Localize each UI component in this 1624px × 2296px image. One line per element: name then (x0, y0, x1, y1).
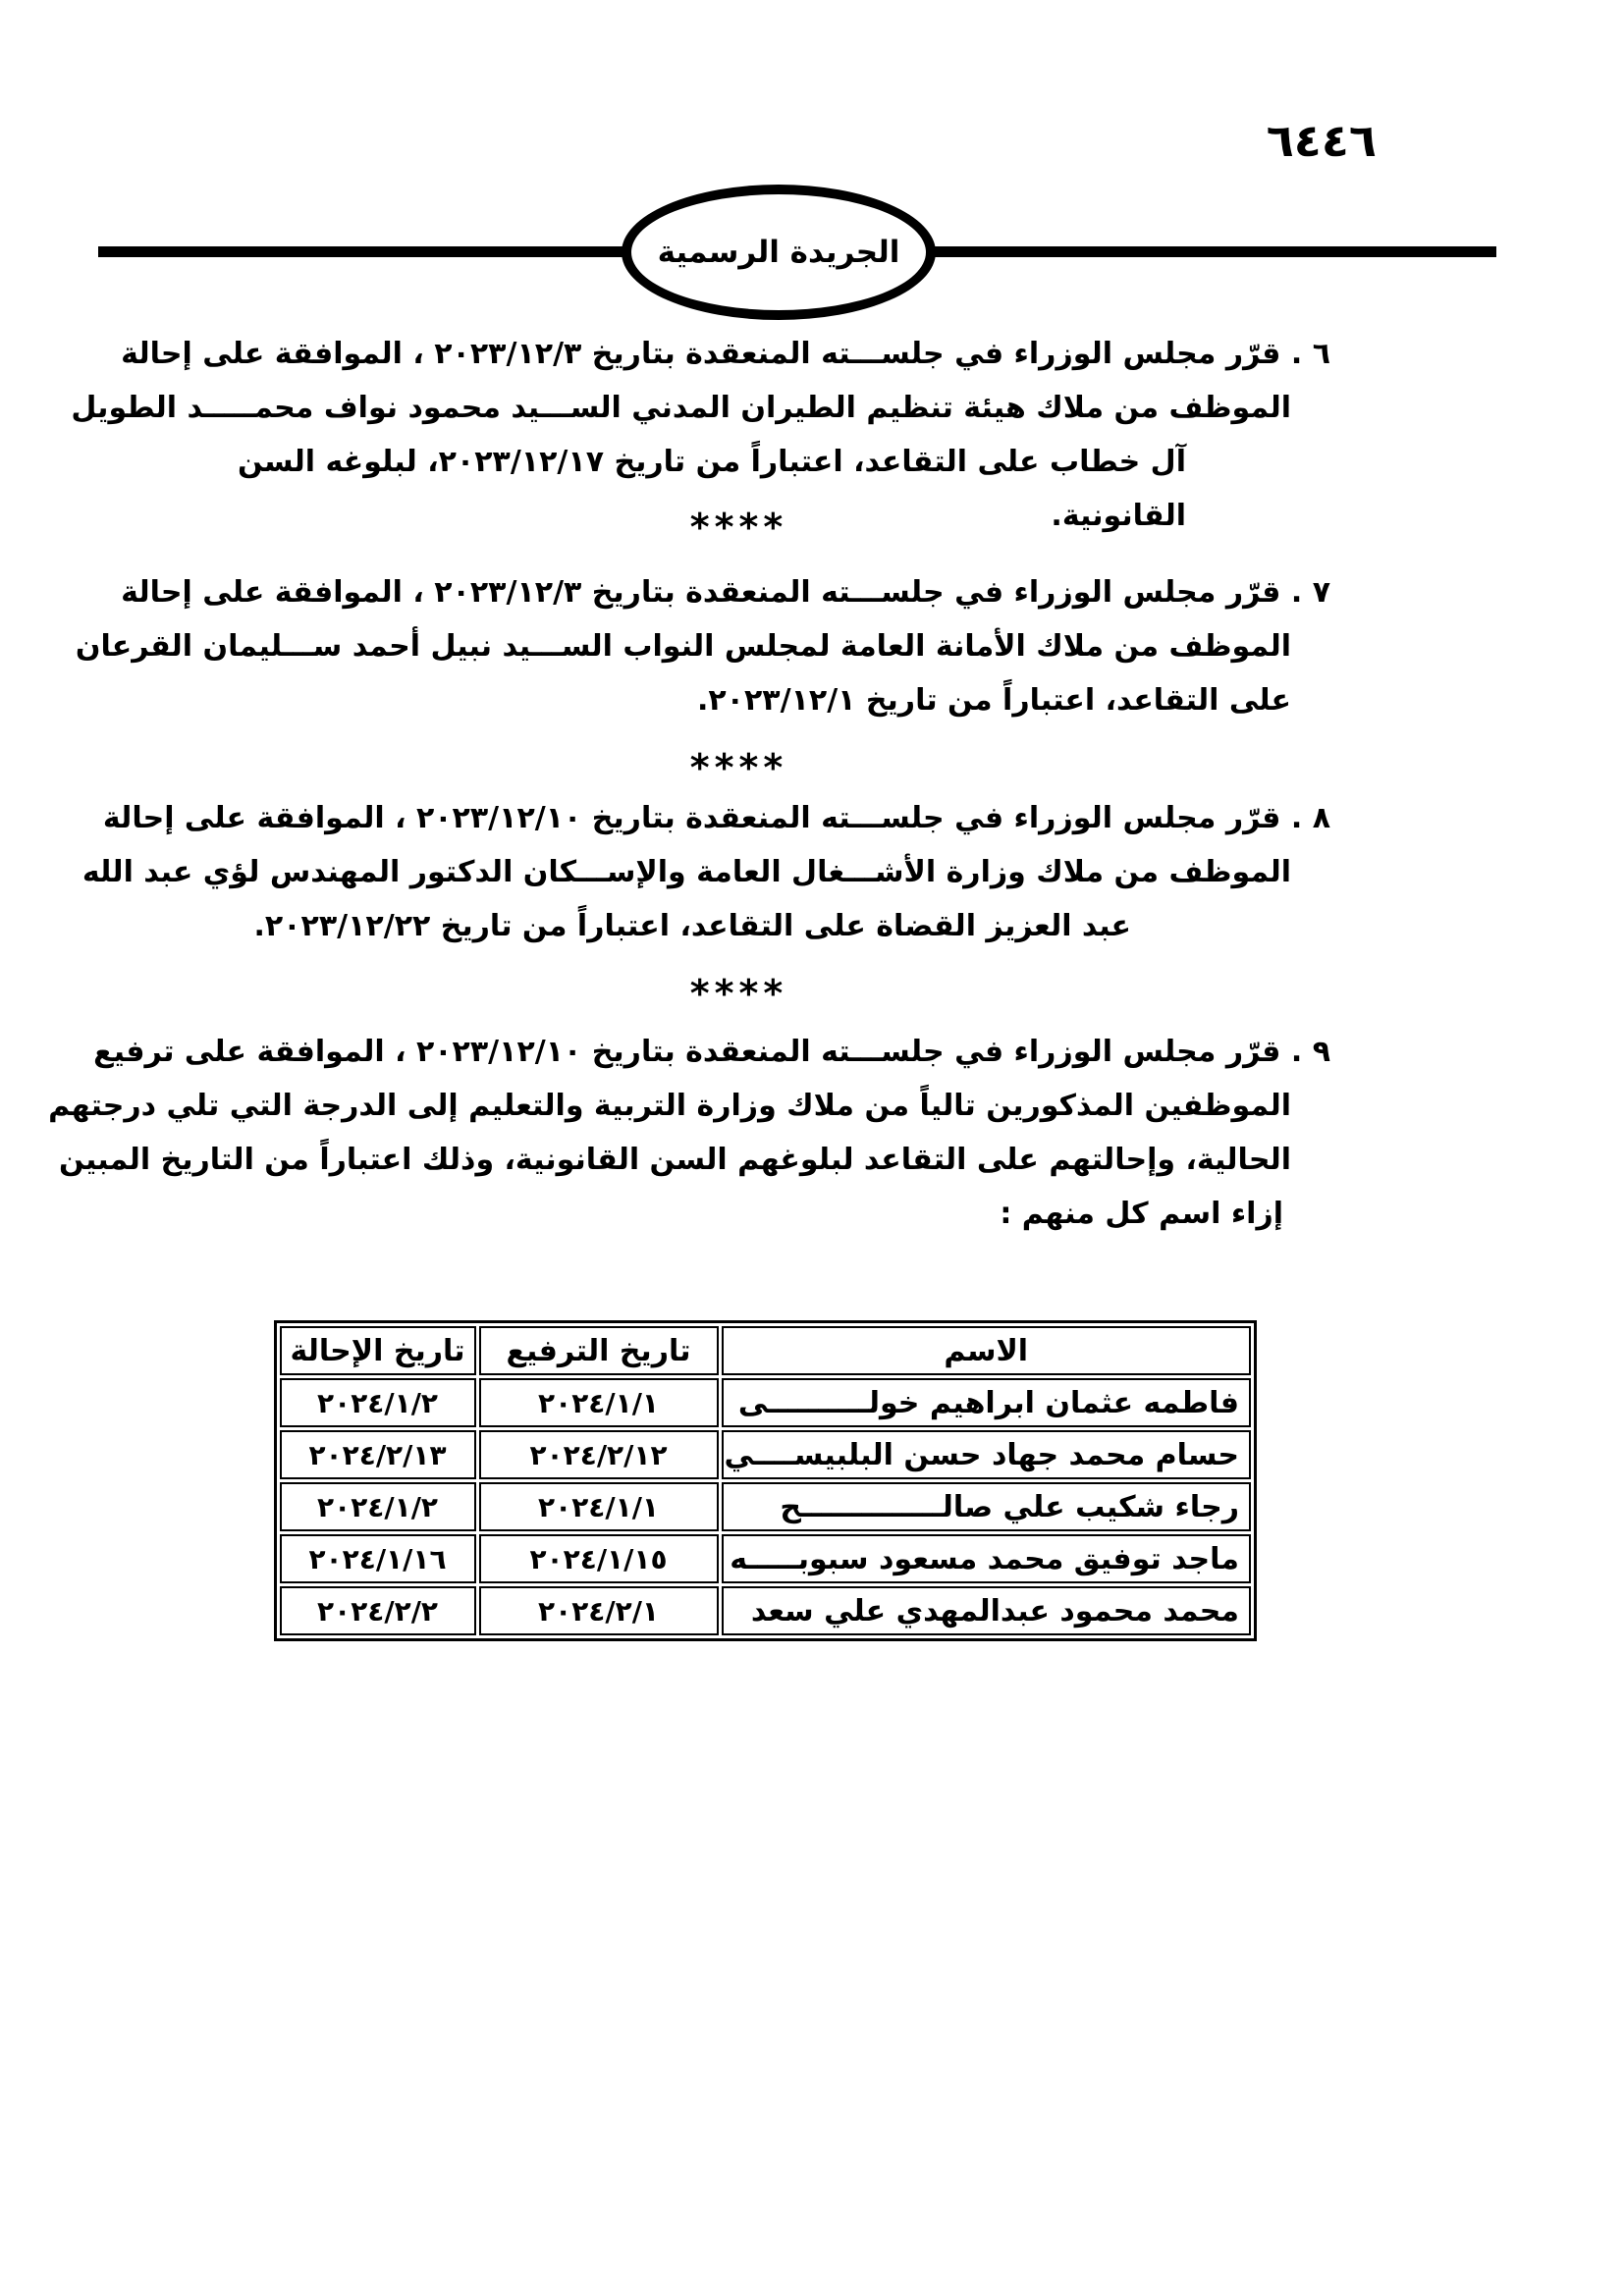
name-cell: محمد محمود عبدالمهدي علي سعد (722, 1586, 1251, 1635)
paragraph-line: الموظف من ملاك الأمانة العامة لمجلس النواب الســـيد نبيل أحمد ســـليمان القرعان (75, 629, 1291, 664)
stars-separator: **** (689, 746, 788, 789)
name-cell: فاطمه عثمان ابراهيم خولــــــــــى (722, 1378, 1251, 1427)
stars-separator: **** (689, 972, 788, 1015)
promotion-date-cell: ٢٠٢٤/٢/١ (479, 1586, 719, 1635)
referral-date-column-header: تاريخ الإحالة (280, 1326, 476, 1375)
table-row (280, 1482, 1251, 1531)
referral-date-cell: ٢٠٢٤/١/٢ (280, 1482, 476, 1531)
table-row (280, 1534, 1251, 1583)
promotions-table (274, 1320, 1257, 1641)
promotions-table-body (280, 1378, 1251, 1635)
paragraph-line: ٧ . قرّر مجلس الوزراء في جلســـته المنعقدة بتاريخ ٢٠٢٣/١٢/٣ ، الموافقة على إحالة (121, 575, 1330, 610)
promotion-date-cell: ٢٠٢٤/١/١٥ (479, 1534, 719, 1583)
name-cell: رجاء شكيب علي صالــــــــــــــح (722, 1482, 1251, 1531)
referral-date-cell: ٢٠٢٤/٢/١٣ (280, 1430, 476, 1479)
paragraph-line: على التقاعد، اعتباراً من تاريخ ٢٠٢٣/١٢/١. (696, 683, 1291, 718)
page-number: ٦٤٤٦ (1266, 114, 1377, 167)
promotion-date-column-header: تاريخ الترفيع (479, 1326, 719, 1375)
paragraph-9 (48, 1025, 1330, 1241)
paragraph-6 (71, 327, 1330, 533)
paragraph-line: الموظفين المذكورين تالياً من ملاك وزارة التربية والتعليم إلى الدرجة التي تلي درجتهم (48, 1089, 1291, 1123)
name-cell: حسام محمد جهاد حسن البلبيســــي (722, 1430, 1251, 1479)
paragraph-line: آل خطاب على التقاعد، اعتباراً من تاريخ ٢٠٢٣/١٢/١٧، لبلوغه السن القانونية. (238, 445, 1186, 533)
table-row (280, 1378, 1251, 1427)
paragraph-8 (81, 791, 1330, 953)
paragraph-line: ٨ . قرّر مجلس الوزراء في جلســـته المنعقدة بتاريخ ٢٠٢٣/١٢/١٠ ، الموافقة على إحالة (102, 801, 1330, 835)
paragraph-line: الموظف من ملاك وزارة الأشـــغال العامة والإســـكان الدكتور المهندس لؤي عبد الله (81, 855, 1291, 889)
name-column-header: الاسم (722, 1326, 1251, 1375)
promotion-date-cell: ٢٠٢٤/١/١ (479, 1378, 719, 1427)
promotion-date-cell: ٢٠٢٤/٢/١٢ (479, 1430, 719, 1479)
referral-date-cell: ٢٠٢٤/١/١٦ (280, 1534, 476, 1583)
gazette-title: الجريدة الرسمية (657, 235, 900, 270)
content-block (48, 327, 1330, 1641)
promotions-table-wrapper (147, 1320, 1257, 1641)
header-oval (622, 185, 936, 320)
paragraph-line: ٩ . قرّر مجلس الوزراء في جلســـته المنعقدة بتاريخ ٢٠٢٣/١٢/١٠ ، الموافقة على ترفيع (93, 1035, 1330, 1069)
stars-separator: **** (689, 506, 788, 549)
paragraph-line: الحالية، وإحالتهم على التقاعد لبلوغهم السن القانونية، وذلك اعتباراً من التاريخ المبين (59, 1143, 1291, 1177)
paragraph-7 (75, 565, 1330, 727)
name-cell: ماجد توفيق محمد مسعود سبوبـــــه (722, 1534, 1251, 1583)
referral-date-cell: ٢٠٢٤/١/٢ (280, 1378, 476, 1427)
referral-date-cell: ٢٠٢٤/٢/٢ (280, 1586, 476, 1635)
table-row (280, 1586, 1251, 1635)
paragraph-line: إزاء اسم كل منهم : (1000, 1197, 1283, 1231)
promotion-date-cell: ٢٠٢٤/١/١ (479, 1482, 719, 1531)
paragraph-line: عبد العزيز القضاة على التقاعد، اعتباراً من تاريخ ٢٠٢٣/١٢/٢٢. (253, 909, 1131, 943)
paragraph-line: الموظف من ملاك هيئة تنظيم الطيران المدني الســـيد محمود نواف محمـــــد الطويل (71, 391, 1291, 425)
paragraph-line: ٦ . قرّر مجلس الوزراء في جلســـته المنعقدة بتاريخ ٢٠٢٣/١٢/٣ ، الموافقة على إحالة (121, 337, 1330, 371)
table-row (280, 1430, 1251, 1479)
table-header-row (280, 1326, 1251, 1375)
